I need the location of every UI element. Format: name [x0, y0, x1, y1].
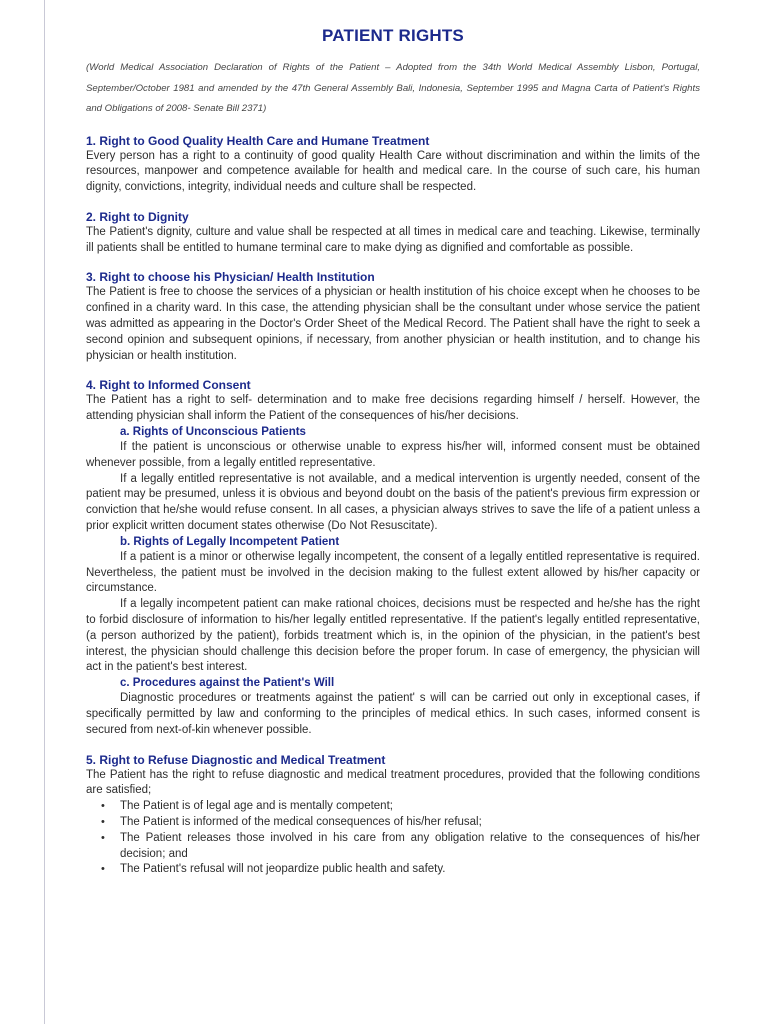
section-right-to-dignity	[86, 210, 700, 257]
section-right-to-choose-physician	[86, 270, 700, 364]
conditions-list	[86, 799, 700, 878]
page-margin-line	[44, 0, 45, 1024]
section-paragraph: The Patient has the right to refuse diagnostic and medical treatment procedures, provided that the following conditions are satisfied;	[86, 768, 700, 797]
list-item	[86, 815, 700, 831]
list-item-text: The Patient's refusal will not jeopardize public health and safety.	[120, 863, 446, 876]
section-right-to-informed-consent	[86, 378, 700, 738]
section-paragraph: The Patient's dignity, culture and value shall be respected at all times in medical care and teaching. Likewise, terminally ill patients shall be entitled to humane terminal care to make dying as dignified and comfortable as possible.	[86, 225, 700, 254]
bullet-icon: •	[101, 816, 105, 828]
subsection-paragraph: If a patient is a minor or otherwise legally incompetent, the consent of a legally entitled representative is required. Nevertheless, the patient must be involved in the decision making to the fullest extent allowed by his/her capacity or circumstance.	[86, 550, 700, 595]
bullet-icon: •	[101, 800, 105, 813]
document-title: PATIENT RIGHTS	[322, 26, 464, 45]
subsection-paragraph: If a legally incompetent patient can make rational choices, decisions must be respected and he/she has the right to forbid disclosure of information to his/her legally entitled representative. If the patient's legally entitled representative, (a person authorized by the patient), forbids treatment which is, in the opinion of the physician, in the patient's best interest, the physician should challenge this decision before the proper forum. In case of emergency, the physician will act in the patient's best interest.	[86, 598, 700, 674]
section-right-to-refuse-treatment	[86, 753, 700, 879]
section-heading: 4. Right to Informed Consent	[86, 378, 251, 393]
subsection-paragraph: If the patient is unconscious or otherwise unable to express his/her will, informed consent must be obtained whenever possible, from a legally entitled representative.	[86, 441, 700, 469]
list-item-text: The Patient is of legal age and is mentally competent;	[120, 800, 393, 813]
list-item-text: The Patient releases those involved in his care from any obligation relative to the consequences of his/her decision; and	[120, 831, 700, 860]
section-paragraph: The Patient has a right to self- determination and to make free decisions regarding himself / herself. However, the attending physician shall inform the Patient of the consequences of his/her decisions.	[86, 394, 700, 423]
list-item	[86, 831, 700, 863]
section-right-to-quality-care	[86, 134, 700, 196]
subsection-heading-procedures-against-will: c. Procedures against the Patient's Will	[120, 677, 335, 690]
subsection-paragraph: Diagnostic procedures or treatments against the patient' s will can be carried out only in exceptional cases, if specifically permitted by law and conforming to the principles of medical ethics. In such cases, informed consent is secured from next-of-kin whenever possible.	[86, 692, 700, 736]
list-item	[86, 862, 700, 878]
section-paragraph: Every person has a right to a continuity of good quality Health Care without discrimination and within the limits of the resources, manpower and competence available for health and medical care. In the course of such care, his human dignity, convictions, integrity, individual needs and culture shall be respected.	[86, 149, 700, 194]
list-item	[86, 799, 700, 815]
list-item-text: The Patient is informed of the medical consequences of his/her refusal;	[120, 816, 482, 828]
section-heading: 5. Right to Refuse Diagnostic and Medical Treatment	[86, 752, 386, 767]
section-heading: 3. Right to choose his Physician/ Health Institution	[86, 270, 375, 285]
subsection-heading-incompetent-patient: b. Rights of Legally Incompetent Patient	[120, 535, 340, 548]
section-paragraph: The Patient is free to choose the services of a physician or health institution of his choice except when he chooses to be confined in a charity ward. In this case, the attending physician shall be the consultant under whose service the patient was admitted as appearing in the Doctor's Order Sheet of the Medical Record. The Patient shall have the right to seek a second opinion and subsequent opinions, if necessary, from another physician or health institution, and to change his physician or health institution.	[86, 286, 700, 362]
bullet-icon: •	[101, 863, 105, 876]
section-heading: 2. Right to Dignity	[86, 209, 189, 224]
document-subtitle: (World Medical Association Declaration of Rights of the Patient – Adopted from the 34th World Medical Assembly Lisbon, Portugal, September/October 1981 and amended by the 47th General Assembly Bali, Indonesia, September 1995 and Magna Carta of Patient's Rights and Obligations of 2008- Senate Bill 2371)	[86, 62, 700, 114]
bullet-icon: •	[101, 831, 105, 844]
section-heading: 1. Right to Good Quality Health Care and Humane Treatment	[86, 133, 430, 148]
subsection-paragraph: If a legally entitled representative is not available, and a medical intervention is urgently needed, consent of the patient may be presumed, unless it is obvious and beyond doubt on the basis of the patient's previous firm expression or conviction that he/she would refuse consent. In all cases, a physician always strives to save the life of a patient unless a prior explicit written document states otherwise (Do Not Resuscitate).	[86, 472, 700, 533]
subsection-heading-unconscious-patients: a. Rights of Unconscious Patients	[120, 426, 306, 439]
document-page	[86, 26, 700, 892]
